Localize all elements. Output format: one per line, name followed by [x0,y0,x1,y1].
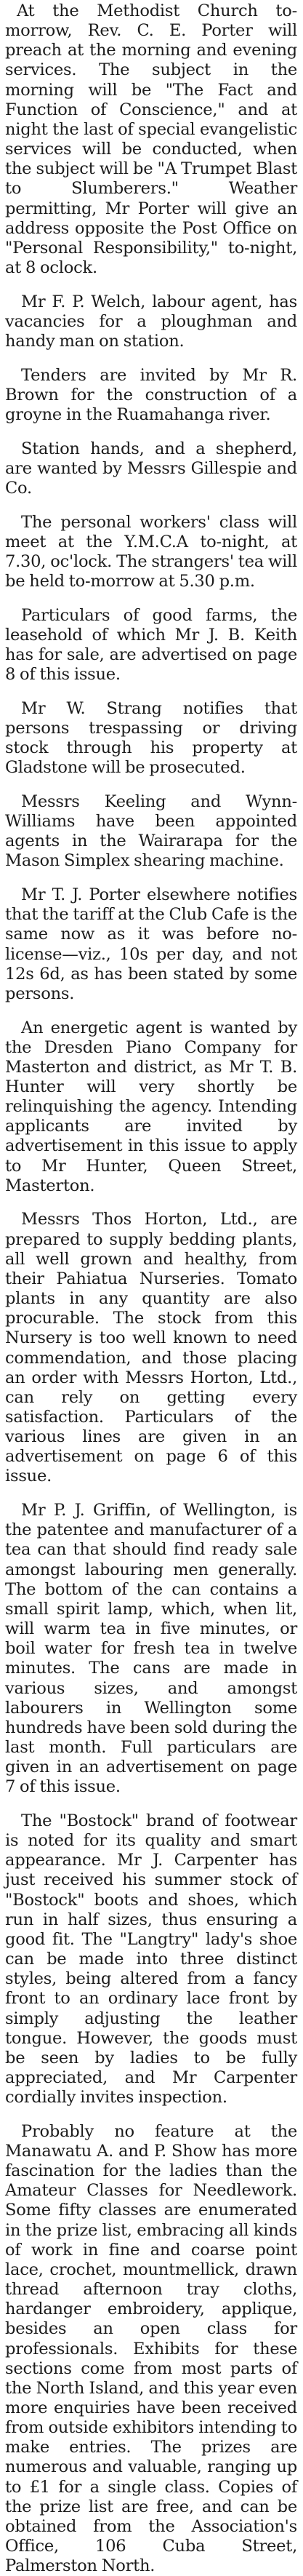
paragraph-tea-can: Mr P. J. Griffin, of Wellington, is the patentee and manufacturer of a tea can that should find ready sale amongst labouring men generally. The bottom of the can contains a small spirit lamp, which, when lit, will warm tea in five minutes, or boil water for fresh tea in twelve minutes. The cans are made in various sizes, and amongst labourers in Wellington some hundreds have been sold during the last month. Full particulars are given in an advertisement on page 7 of this issue. [5,1501,297,1797]
paragraph-station-hands: Station hands, and a shepherd, are wanted by Messrs Gillespie and Co. [5,439,297,498]
paragraph-piano-agent: An energetic agent is wanted by the Dresden Piano Company for Masterton and district, as Mr T. B. Hunter will very shortly be relinquishing the agency. Intending applicants are invited by advertisement in this issue to apply to Mr Hunter, Queen Street, Masterton. [5,1018,297,1195]
paragraph-methodist-church: At the Methodist Church to-morrow, Rev. C. E. Porter will preach at the morning and evening services. The subject in the morning will be "The Fact and Function of Conscience," and at night the last of special evangelistic services will be conducted, when the subject will be "A Trumpet Blast to Slumberers." Weather permitting, Mr Porter will give an address opposite the Post Office on "Personal Responsibility," to-night, at 8 oclock. [5,1,297,278]
paragraph-bedding-plants: Messrs Thos Horton, Ltd., are prepared to supply bedding plants, all well grown and healthy, from their Pahiatua Nurseries. Tomato plants in any quantity are also procurable. The stock from this Nursery is too well known to need commendation, and those placing an order with Messrs Horton, Ltd., can rely on getting every satisfaction. Particulars of the various lines are given in an advertisement on page 6 of this issue. [5,1210,297,1486]
paragraph-bostock-footwear: The "Bostock" brand of footwear is noted for its quality and smart appearance. Mr J. Carpenter has just received his summer stock of "Bostock" boots and shoes, which run in half sizes, thus ensuring a good fit. The "Langtry" lady's shoe can be made into three distinct styles, being altered from a fancy front to an ordinary lace front by simply adjusting the leather tongue. However, the goods must be seen by ladies to be fully appreciated, and Mr Carpenter cordially invites inspection. [5,1811,297,2108]
paragraph-labour-agent: Mr F. P. Welch, labour agent, has vacancies for a ploughman and handy man on station. [5,292,297,351]
paragraph-trespass-notice: Mr W. Strang notifies that persons trespassing or driving stock through his property at Gladstone will be prosecuted. [5,698,297,778]
paragraph-club-cafe-tariff: Mr T. J. Porter elsewhere notifies that the tariff at the Club Cafe is the same now as it was before no-license—viz., 10s per day, and not 12s 6d, as has been stated by some persons. [5,885,297,1003]
paragraph-needlework-show: Probably no feature at the Manawatu A. and P. Show has more fascination for the ladies than the Amateur Classes for Needlework. Some fifty classes are enumerated in the prize list, embracing all kinds of work in fine and coarse point lace, crochet, mountmellick, drawn thread afternoon tray cloths, hardanger embroidery, applique, besides an open class for professionals. Exhibits for these sections come from most parts of the North Island, and this year even more enquiries have been received from outside exhibitors intending to make entries. The prizes are numerous and valuable, ranging up to £1 for a single class. Copies of the prize list are free, and can be obtained from the Association's Office, 106 Cuba Street, Palmerston North. [5,2121,297,2576]
paragraph-shearing-agents: Messrs Keeling and Wynn-Williams have been appointed agents in the Wairarapa for the Mason Simplex shearing machine. [5,791,297,871]
paragraph-groyne-tenders: Tenders are invited by Mr R. Brown for the construction of a groyne in the Ruamahanga river. [5,365,297,424]
paragraph-good-farms: Particulars of good farms, the leasehold of which Mr J. B. Keith has for sale, are advertised on page 8 of this issue. [5,605,297,685]
paragraph-workers-class: The personal workers' class will meet at the Y.M.C.A to-night, at 7.30, oc'lock. The strangers' tea will be held to-morrow at 5.30 p.m. [5,512,297,591]
